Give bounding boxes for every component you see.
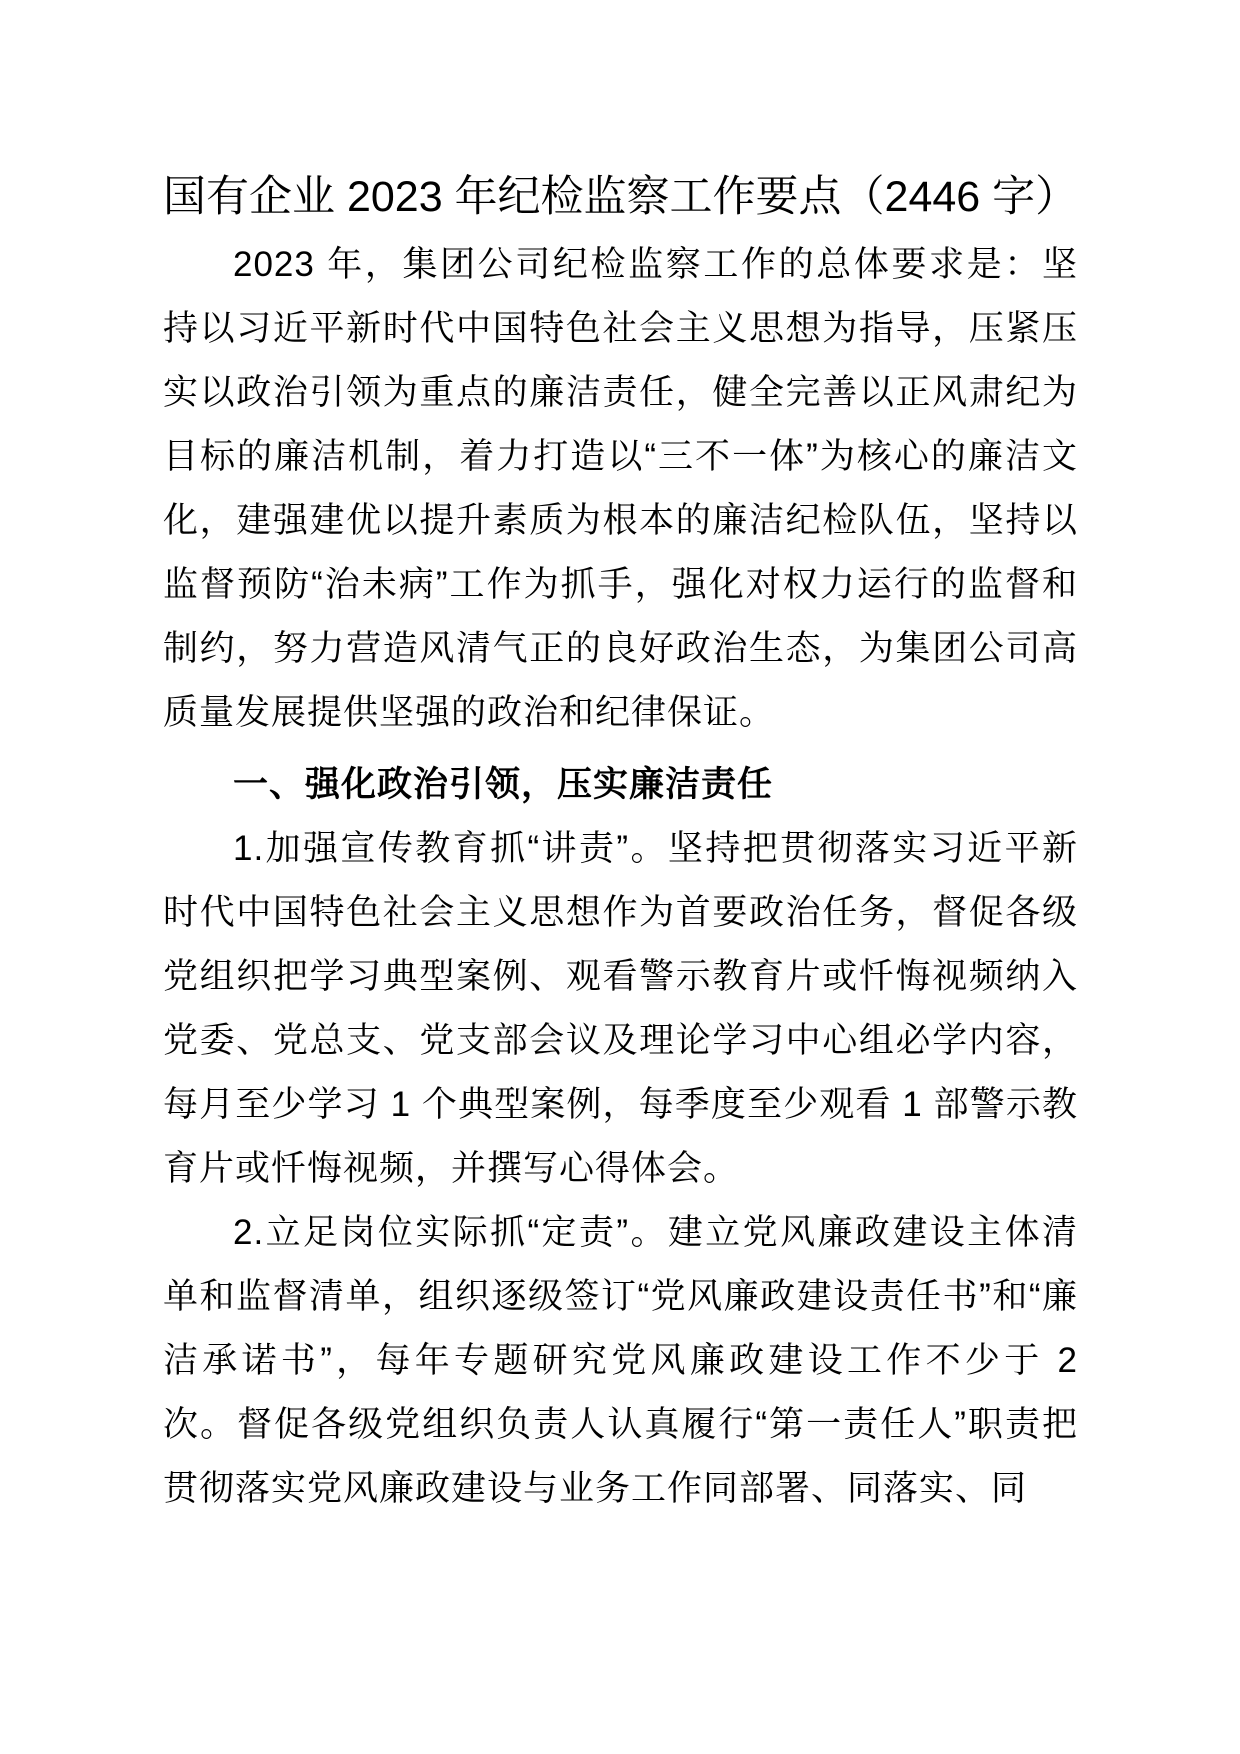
document-title: 国有企业 2023 年纪检监察工作要点（2446 字） bbox=[163, 173, 1079, 221]
item-paragraph-1: 1.加强宣传教育抓“讲责”。坚持把贯彻落实习近平新时代中国特色社会主义思想作为首要政治任务，督促各级党组织把学习典型案例、观看警示教育片或忏悔视频纳入党委、党总支、党支部会议及理论学习中心组必学内容，每月至少学习 1 个典型案例，每季度至少观看 1 部警示教育片或忏悔视频，并撰写心得体会。 bbox=[163, 829, 1078, 1188]
intro-paragraph: 2023 年，集团公司纪检监察工作的总体要求是：坚持以习近平新时代中国特色社会主义思想为指导，压紧压实以政治引领为重点的廉洁责任，健全完善以正风肃纪为目标的廉洁机制，着力打造以“三不一体”为核心的廉洁文化，建强建优以提升素质为根本的廉洁纪检队伍，坚持以监督预防“治未病”工作为抓手，强化对权力运行的监督和制约，努力营造风清气正的良好政治生态，为集团公司高质量发展提供坚强的政治和纪律保证。 bbox=[163, 245, 1078, 732]
item-paragraph-2: 2.立足岗位实际抓“定责”。建立党风廉政建设主体清单和监督清单，组织逐级签订“党风廉政建设责任书”和“廉洁承诺书”，每年专题研究党风廉政建设工作不少于 2 次。督促各级党组织负责人认真履行“第一责任人”职责把贯彻落实党风廉政建设与业务工作同部署、同落实、同 bbox=[163, 1213, 1078, 1508]
section-heading-1: 一、强化政治引领，压实廉洁责任 bbox=[233, 765, 774, 804]
